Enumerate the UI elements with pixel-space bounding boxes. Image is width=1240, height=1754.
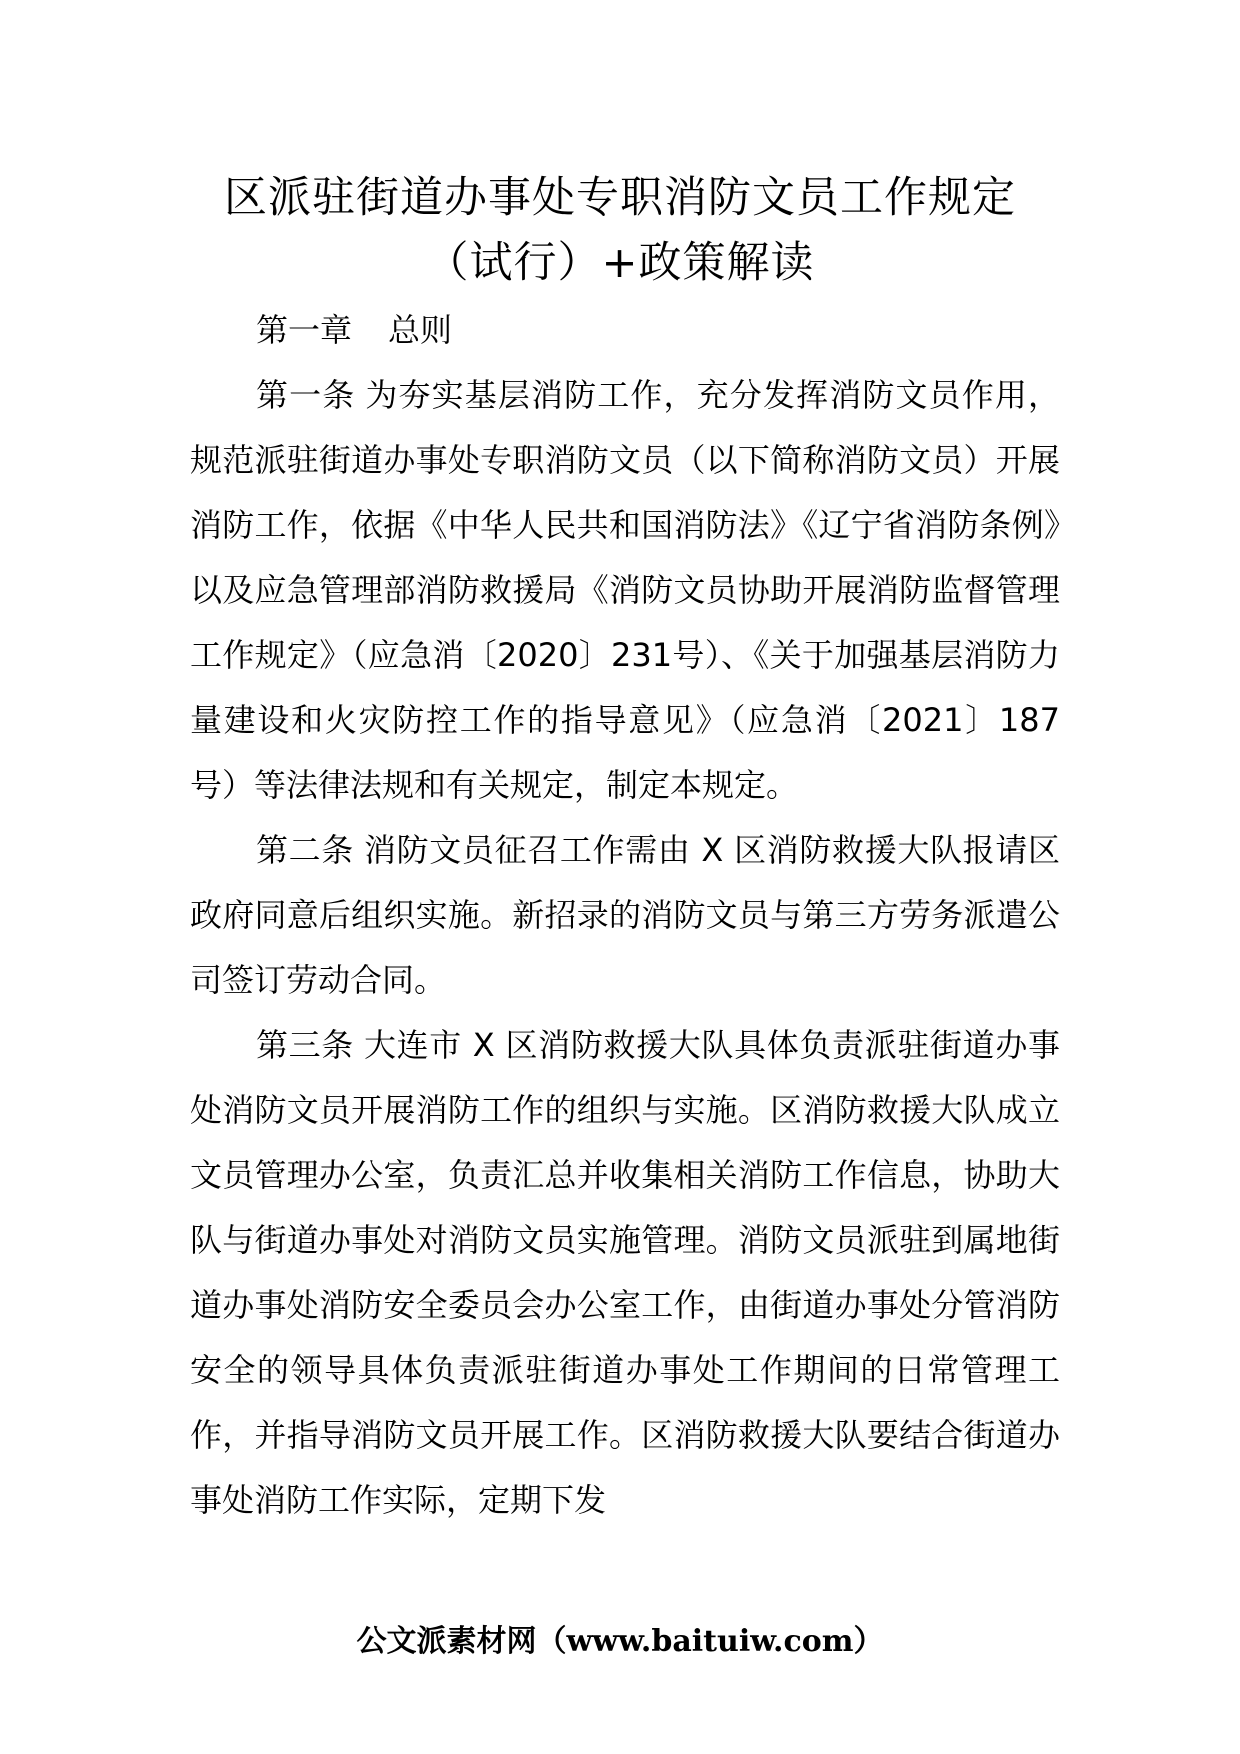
document-title-line-2: （试行）+政策解读 bbox=[425, 238, 815, 288]
chapter-name: 总则 bbox=[388, 311, 453, 349]
chapter-number: 第一章 bbox=[256, 311, 353, 349]
footer-watermark: 公文派素材网（www.baituiw.com） bbox=[356, 1624, 884, 1659]
article-2-text: 消防文员征召工作需由 X 区消防救援大队报请区政府同意后组织实施。新招录的消防文员与第三方劳务派遣公司签订劳动合同。 bbox=[190, 831, 1060, 999]
article-1-text: 为夯实基层消防工作，充分发挥消防文员作用，规范派驻街道办事处专职消防文员（以下简称消防文员）开展消防工作，依据《中华人民共和国消防法》《辽宁省消防条例》以及应急管理部消防救援局《消防文员协助开展消防监督管理工作规定》（应急消〔2020〕231号）、《关于加强基层消防力量建设和火灾防控工作的指导意见》（应急消〔2021〕187 号）等法律法规和有关规定，制定本规定。 bbox=[190, 376, 1060, 804]
article-1-number: 第一条 bbox=[256, 376, 356, 414]
article-3-text: 大连市 X 区消防救援大队具体负责派驻街道办事处消防文员开展消防工作的组织与实施。区消防救援大队成立文员管理办公室，负责汇总并收集相关消防工作信息，协助大队与街道办事处对消防文员实施管理。消防文员派驻到属地街道办事处消防安全委员会办公室工作，由街道办事处分管消防安全的领导具体负责派驻街道办事处工作期间的日常管理工作，并指导消防文员开展工作。区消防救援大队要结合街道办事处消防工作实际，定期下发 bbox=[190, 1026, 1060, 1519]
document-title-line-1: 区派驻街道办事处专职消防文员工作规定 bbox=[224, 173, 1016, 223]
article-2 bbox=[190, 818, 1060, 1013]
article-3-number: 第三条 bbox=[256, 1026, 354, 1064]
chapter-heading bbox=[190, 298, 1060, 363]
article-1 bbox=[190, 363, 1060, 818]
article-3 bbox=[190, 1013, 1060, 1533]
article-2-number: 第二条 bbox=[256, 831, 354, 869]
document-body bbox=[190, 298, 1060, 1533]
